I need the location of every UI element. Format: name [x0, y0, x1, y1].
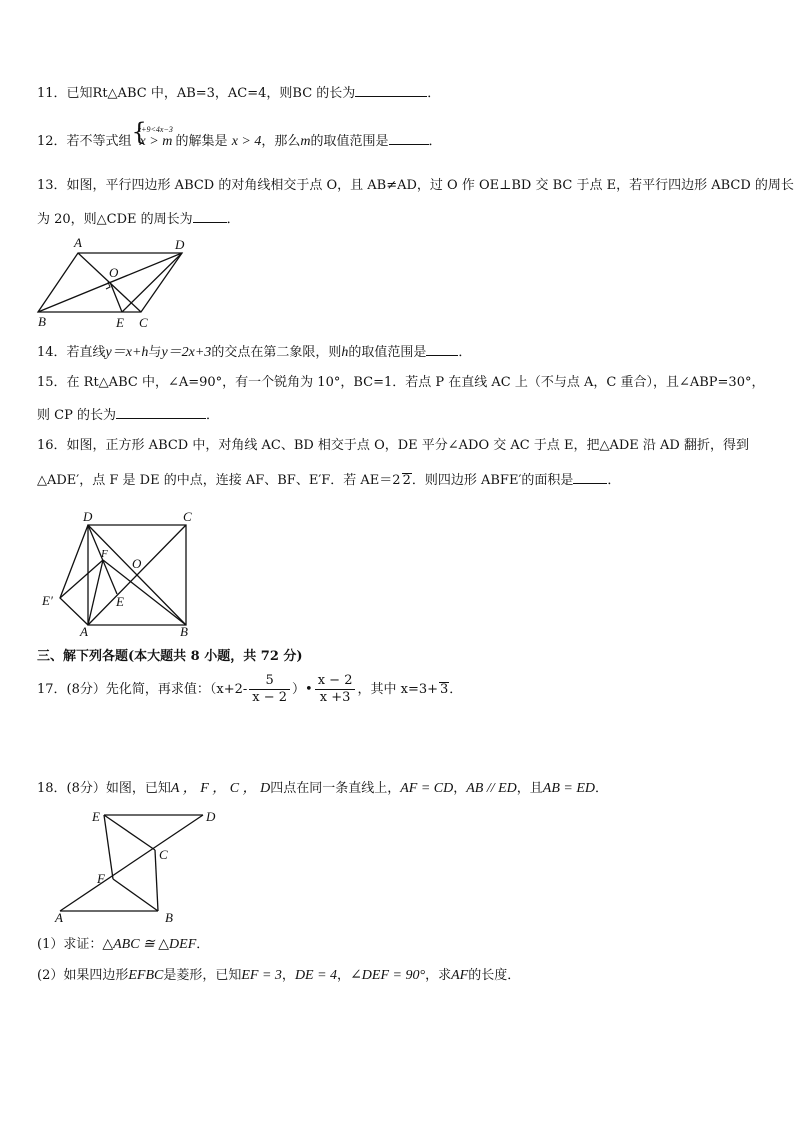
- q17-mid: ）•: [292, 682, 313, 697]
- label-c: C: [183, 509, 192, 524]
- label-f: F: [101, 548, 108, 560]
- q18-2-ask: AF: [451, 968, 469, 983]
- q12-pre: 12．若不等式组: [37, 134, 132, 149]
- question-18-part1: [37, 936, 209, 954]
- q12-answer-blank[interactable]: [389, 131, 429, 145]
- q18-2-pre: (2）如果四边形: [37, 968, 129, 983]
- label-e-prime: E′: [42, 593, 53, 608]
- q18-mid: 四点在同一条直线上，: [270, 781, 401, 796]
- question-18: [37, 780, 608, 798]
- q17-end: ．: [449, 682, 463, 697]
- label-b: B: [38, 314, 46, 329]
- label-d: D: [206, 809, 216, 824]
- question-18-part2: [37, 967, 520, 985]
- q18-2-cond2: DE = 4: [294, 968, 338, 983]
- q14-post2: 的取值范围是: [348, 345, 427, 360]
- question-11: [37, 83, 440, 103]
- label-c: C: [159, 847, 168, 862]
- line-afcd: [60, 815, 203, 911]
- label-b: B: [165, 910, 173, 925]
- segment-de: [122, 253, 182, 312]
- q18-points: A ， F ， C ， D: [170, 781, 271, 796]
- figure-13-parallelogram: [30, 234, 200, 334]
- q18-sep2: ，且: [516, 781, 543, 796]
- segment-oe: [110, 282, 122, 312]
- q18-2-post: ，求: [425, 968, 452, 983]
- segment-e1f: [60, 560, 103, 598]
- label-d: D: [83, 509, 93, 524]
- label-f: F: [97, 871, 105, 886]
- label-b: B: [180, 624, 188, 639]
- question-12: [37, 117, 442, 151]
- label-d: D: [175, 237, 185, 252]
- folded-triangle-ade1: [60, 525, 88, 625]
- q14-pre: 14．若直线: [37, 345, 106, 360]
- q15-end: ．: [205, 408, 219, 423]
- q13-end: ．: [226, 212, 240, 227]
- q12-mid: 的解集是: [175, 134, 228, 149]
- label-a: A: [80, 624, 88, 639]
- q17-post: ，其中 x=3+: [357, 682, 439, 697]
- q14-mid: 与: [148, 345, 162, 360]
- segment-cb: [155, 850, 158, 911]
- q11-text: 11．已知Rt△ABC 中，AB=3，AC=4，则BC 的长为: [37, 86, 356, 101]
- system-bottom: x > m: [139, 133, 173, 149]
- q18-cond1: AF = CD: [400, 781, 454, 796]
- q11-answer-blank[interactable]: [355, 83, 427, 97]
- question-15-line2: [37, 405, 219, 425]
- q14-eq2: y＝2x+3: [161, 345, 212, 360]
- question-15-line1: 15．在 Rt△ABC 中，∠A=90°，有一个锐角为 10°，BC=1．若点 P 在直线 AC 上（不与点 A，C 重合），且∠ABP=30°，: [37, 375, 765, 390]
- q16-answer-blank[interactable]: [573, 470, 607, 484]
- q14-var: h: [341, 345, 349, 360]
- q17-pre: 17．(8分）先化简，再求值：（x+2-: [37, 682, 248, 697]
- system-top: x+9<4x−3: [137, 124, 173, 134]
- fraction-1-denominator: x − 2: [252, 690, 288, 705]
- fraction-2-denominator: x +3: [319, 690, 351, 705]
- q12-end: ．: [428, 134, 442, 149]
- q18-2-end: 的长度．: [468, 968, 521, 983]
- q18-2-quad: EFBC: [128, 968, 164, 983]
- q11-end: ．: [427, 86, 441, 101]
- section-3-heading: 三、解下列各题(本大题共 8 小题，共 72 分): [37, 649, 303, 664]
- label-o: O: [132, 556, 142, 571]
- q12-cond: x > 4: [231, 134, 262, 149]
- q18-end: ．: [595, 781, 609, 796]
- q18-1-statement: △ABC ≅ △DEF: [102, 937, 197, 952]
- q18-sep1: ，: [453, 781, 467, 796]
- segment-ef: [104, 815, 113, 879]
- q18-1-pre: (1）求证：: [37, 937, 103, 952]
- question-17: [37, 670, 462, 710]
- q18-cond3: AB = ED: [542, 781, 596, 796]
- q16-end: ．: [607, 473, 621, 488]
- q18-pre: 18．(8分）如图，已知: [37, 781, 171, 796]
- question-13-line1: 13．如图，平行四边形 ABCD 的对角线相交于点 O，且 AB≠AD，过 O 作 OE⊥BD 交 BC 于点 E，若平行四边形 ABCD 的周长: [37, 178, 794, 193]
- q12-mid2: ，那么: [261, 134, 301, 149]
- label-e: E: [116, 594, 124, 609]
- q14-end: ．: [458, 345, 472, 360]
- inequality-system: { x+9<4x−3 x > m: [131, 117, 173, 149]
- fraction-2-numerator: x − 2: [315, 673, 356, 690]
- question-16-line1: 16．如图，正方形 ABCD 中，对角线 AC、BD 相交于点 O，DE 平分∠ADO 交 AC 于点 E，把△ADE 沿 AD 翻折，得到: [37, 438, 749, 453]
- q18-2-cond1: EF = 3: [241, 968, 282, 983]
- figure-18: [55, 805, 230, 927]
- label-e: E: [116, 315, 124, 330]
- label-a: A: [55, 910, 63, 925]
- q17-sqrt: 3: [440, 682, 449, 697]
- segment-fb: [113, 879, 158, 911]
- fraction-1-numerator: 5: [249, 673, 290, 690]
- q13-line2-text: 为 20，则△CDE 的周长为: [37, 212, 193, 227]
- question-13-line2: [37, 209, 240, 229]
- q16-line2-post: ．则四边形 ABFE′的面积是: [411, 473, 574, 488]
- q15-answer-blank[interactable]: [116, 405, 206, 419]
- figure-16-square: [40, 508, 210, 643]
- label-a: A: [74, 235, 82, 250]
- q18-2-mid: 是菱形，已知: [163, 968, 242, 983]
- label-c: C: [139, 315, 148, 330]
- segment-ec: [104, 815, 155, 850]
- q13-answer-blank[interactable]: [193, 209, 227, 223]
- q12-var: m: [300, 134, 311, 149]
- fraction-1: [249, 673, 290, 706]
- q12-post: 的取值范围是: [310, 134, 389, 149]
- q18-2-sep1: ，: [281, 968, 295, 983]
- q14-eq1: y＝x+h: [105, 345, 149, 360]
- q16-line2-pre: △ADE′，点 F 是 DE 的中点，连接 AF、BF、E′F．若 AE＝2: [37, 473, 401, 488]
- q14-post: 的交点在第二象限，则: [211, 345, 342, 360]
- q18-1-end: ．: [196, 937, 210, 952]
- segment-bf: [103, 560, 186, 625]
- segment-af: [88, 560, 103, 625]
- q18-2-sep2: ，: [337, 968, 351, 983]
- q18-2-cond3: ∠DEF = 90°: [350, 968, 426, 983]
- question-16-line2: [37, 470, 620, 490]
- q14-answer-blank[interactable]: [426, 342, 458, 356]
- label-e: E: [92, 809, 100, 824]
- q18-cond2: AB // ED: [466, 781, 517, 796]
- question-14: [37, 342, 471, 362]
- label-o: O: [109, 265, 119, 280]
- q16-sqrt: 2: [402, 473, 411, 488]
- q15-line2-text: 则 CP 的长为: [37, 408, 116, 423]
- fraction-2: [315, 673, 356, 706]
